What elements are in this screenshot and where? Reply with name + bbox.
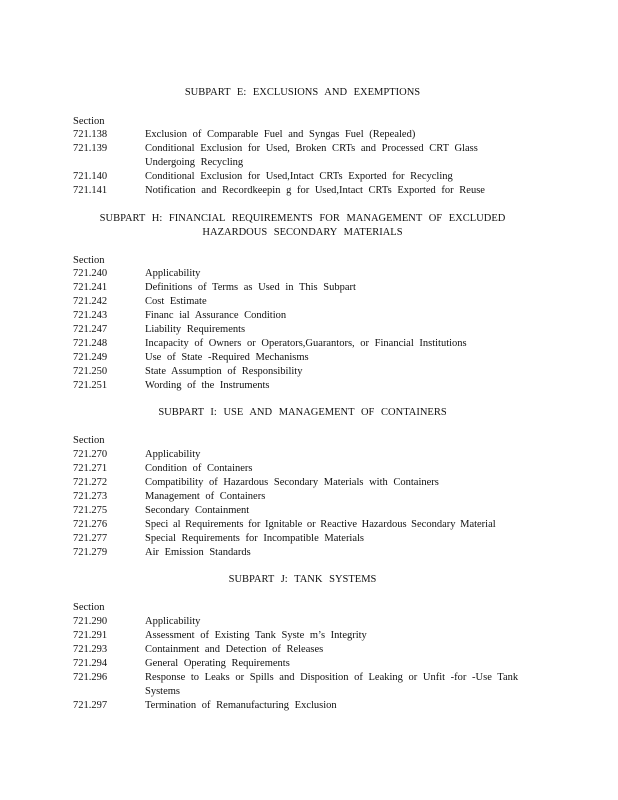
- section-title: Special Requirements for Incompatible Materials: [145, 533, 365, 544]
- section-number: 721.140: [73, 171, 108, 182]
- section-label: Section: [73, 602, 105, 613]
- section-number: 721.290: [73, 616, 108, 627]
- section-title: Liability Requirements: [145, 324, 246, 335]
- section-label: Section: [73, 116, 105, 127]
- section-number: 721.243: [73, 310, 108, 321]
- section-title: State Assumption of Responsibility: [145, 366, 303, 377]
- section-title: General Operating Requirements: [145, 658, 290, 669]
- section-title: Exclusion of Comparable Fuel and Syngas Fuel (Repealed): [145, 129, 416, 140]
- section-title: Condition of Containers: [145, 463, 253, 474]
- section-title: Secondary Containment: [145, 505, 250, 516]
- section-number: 721.270: [73, 449, 108, 460]
- section-number: 721.279: [73, 547, 108, 558]
- section-number: 721.272: [73, 477, 108, 488]
- section-number: 721.296: [73, 672, 108, 683]
- section-number: 721.250: [73, 366, 108, 377]
- section-number: 721.277: [73, 533, 108, 544]
- subpart-j-heading: SUBPART J: TANK SYSTEMS: [228, 574, 377, 585]
- section-title: Cost Estimate: [145, 296, 207, 307]
- section-title: Speci al Requirements for Ignitable or Reactive Hazardous Secondary Material: [145, 519, 496, 530]
- section-number: 721.138: [73, 129, 108, 140]
- section-title: Management of Containers: [145, 491, 266, 502]
- section-title: Termination of Remanufacturing Exclusion: [145, 700, 337, 711]
- section-title: Containment and Detection of Releases: [145, 644, 324, 655]
- section-title: Applicability: [145, 449, 201, 460]
- section-title: Assessment of Existing Tank Syste m’s Integrity: [145, 630, 367, 641]
- section-title: Definitions of Terms as Used in This Subpart: [145, 282, 356, 293]
- section-number: 721.271: [73, 463, 108, 474]
- section-title: Compatibility of Hazardous Secondary Materials with Containers: [145, 477, 439, 488]
- subpart-i-heading: SUBPART I: USE AND MANAGEMENT OF CONTAINERS: [158, 407, 447, 418]
- section-title: Incapacity of Owners or Operators,Guarantors, or Financial Institutions: [145, 338, 467, 349]
- section-title: Conditional Exclusion for Used, Broken CRTs and Processed CRT Glass Undergoing Recycling: [145, 143, 478, 168]
- section-label: Section: [73, 255, 105, 266]
- section-number: 721.248: [73, 338, 108, 349]
- section-title: Notification and Recordkeepin g for Used,Intact CRTs Exported for Reuse: [145, 185, 485, 196]
- section-number: 721.291: [73, 630, 108, 641]
- section-number: 721.240: [73, 268, 108, 279]
- section-title: Conditional Exclusion for Used,Intact CRTs Exported for Recycling: [145, 171, 453, 182]
- section-number: 721.251: [73, 380, 108, 391]
- section-number: 721.241: [73, 282, 108, 293]
- section-number: 721.275: [73, 505, 108, 516]
- section-number: 721.294: [73, 658, 108, 669]
- section-number: 721.293: [73, 644, 108, 655]
- section-label: Section: [73, 435, 105, 446]
- subpart-h-heading: SUBPART H: FINANCIAL REQUIREMENTS FOR MANAGEMENT OF EXCLUDED HAZARDOUS SECONDARY MATERIALS: [99, 213, 506, 238]
- section-title: Wording of the Instruments: [145, 380, 270, 391]
- section-number: 721.247: [73, 324, 108, 335]
- section-number: 721.242: [73, 296, 108, 307]
- section-number: 721.139: [73, 143, 108, 154]
- section-title: Air Emission Standards: [145, 547, 251, 558]
- section-number: 721.297: [73, 700, 108, 711]
- section-number: 721.141: [73, 185, 108, 196]
- section-title: Applicability: [145, 268, 201, 279]
- section-title: Applicability: [145, 616, 201, 627]
- section-number: 721.276: [73, 519, 108, 530]
- section-number: 721.273: [73, 491, 108, 502]
- section-number: 721.249: [73, 352, 108, 363]
- subpart-e-heading: SUBPART E: EXCLUSIONS AND EXEMPTIONS: [184, 87, 421, 98]
- section-title: Use of State -Required Mechanisms: [145, 352, 309, 363]
- section-title: Financ ial Assurance Condition: [145, 310, 287, 321]
- section-title: Response to Leaks or Spills and Disposition of Leaking or Unfit -for -Use Tank Systems: [145, 672, 519, 697]
